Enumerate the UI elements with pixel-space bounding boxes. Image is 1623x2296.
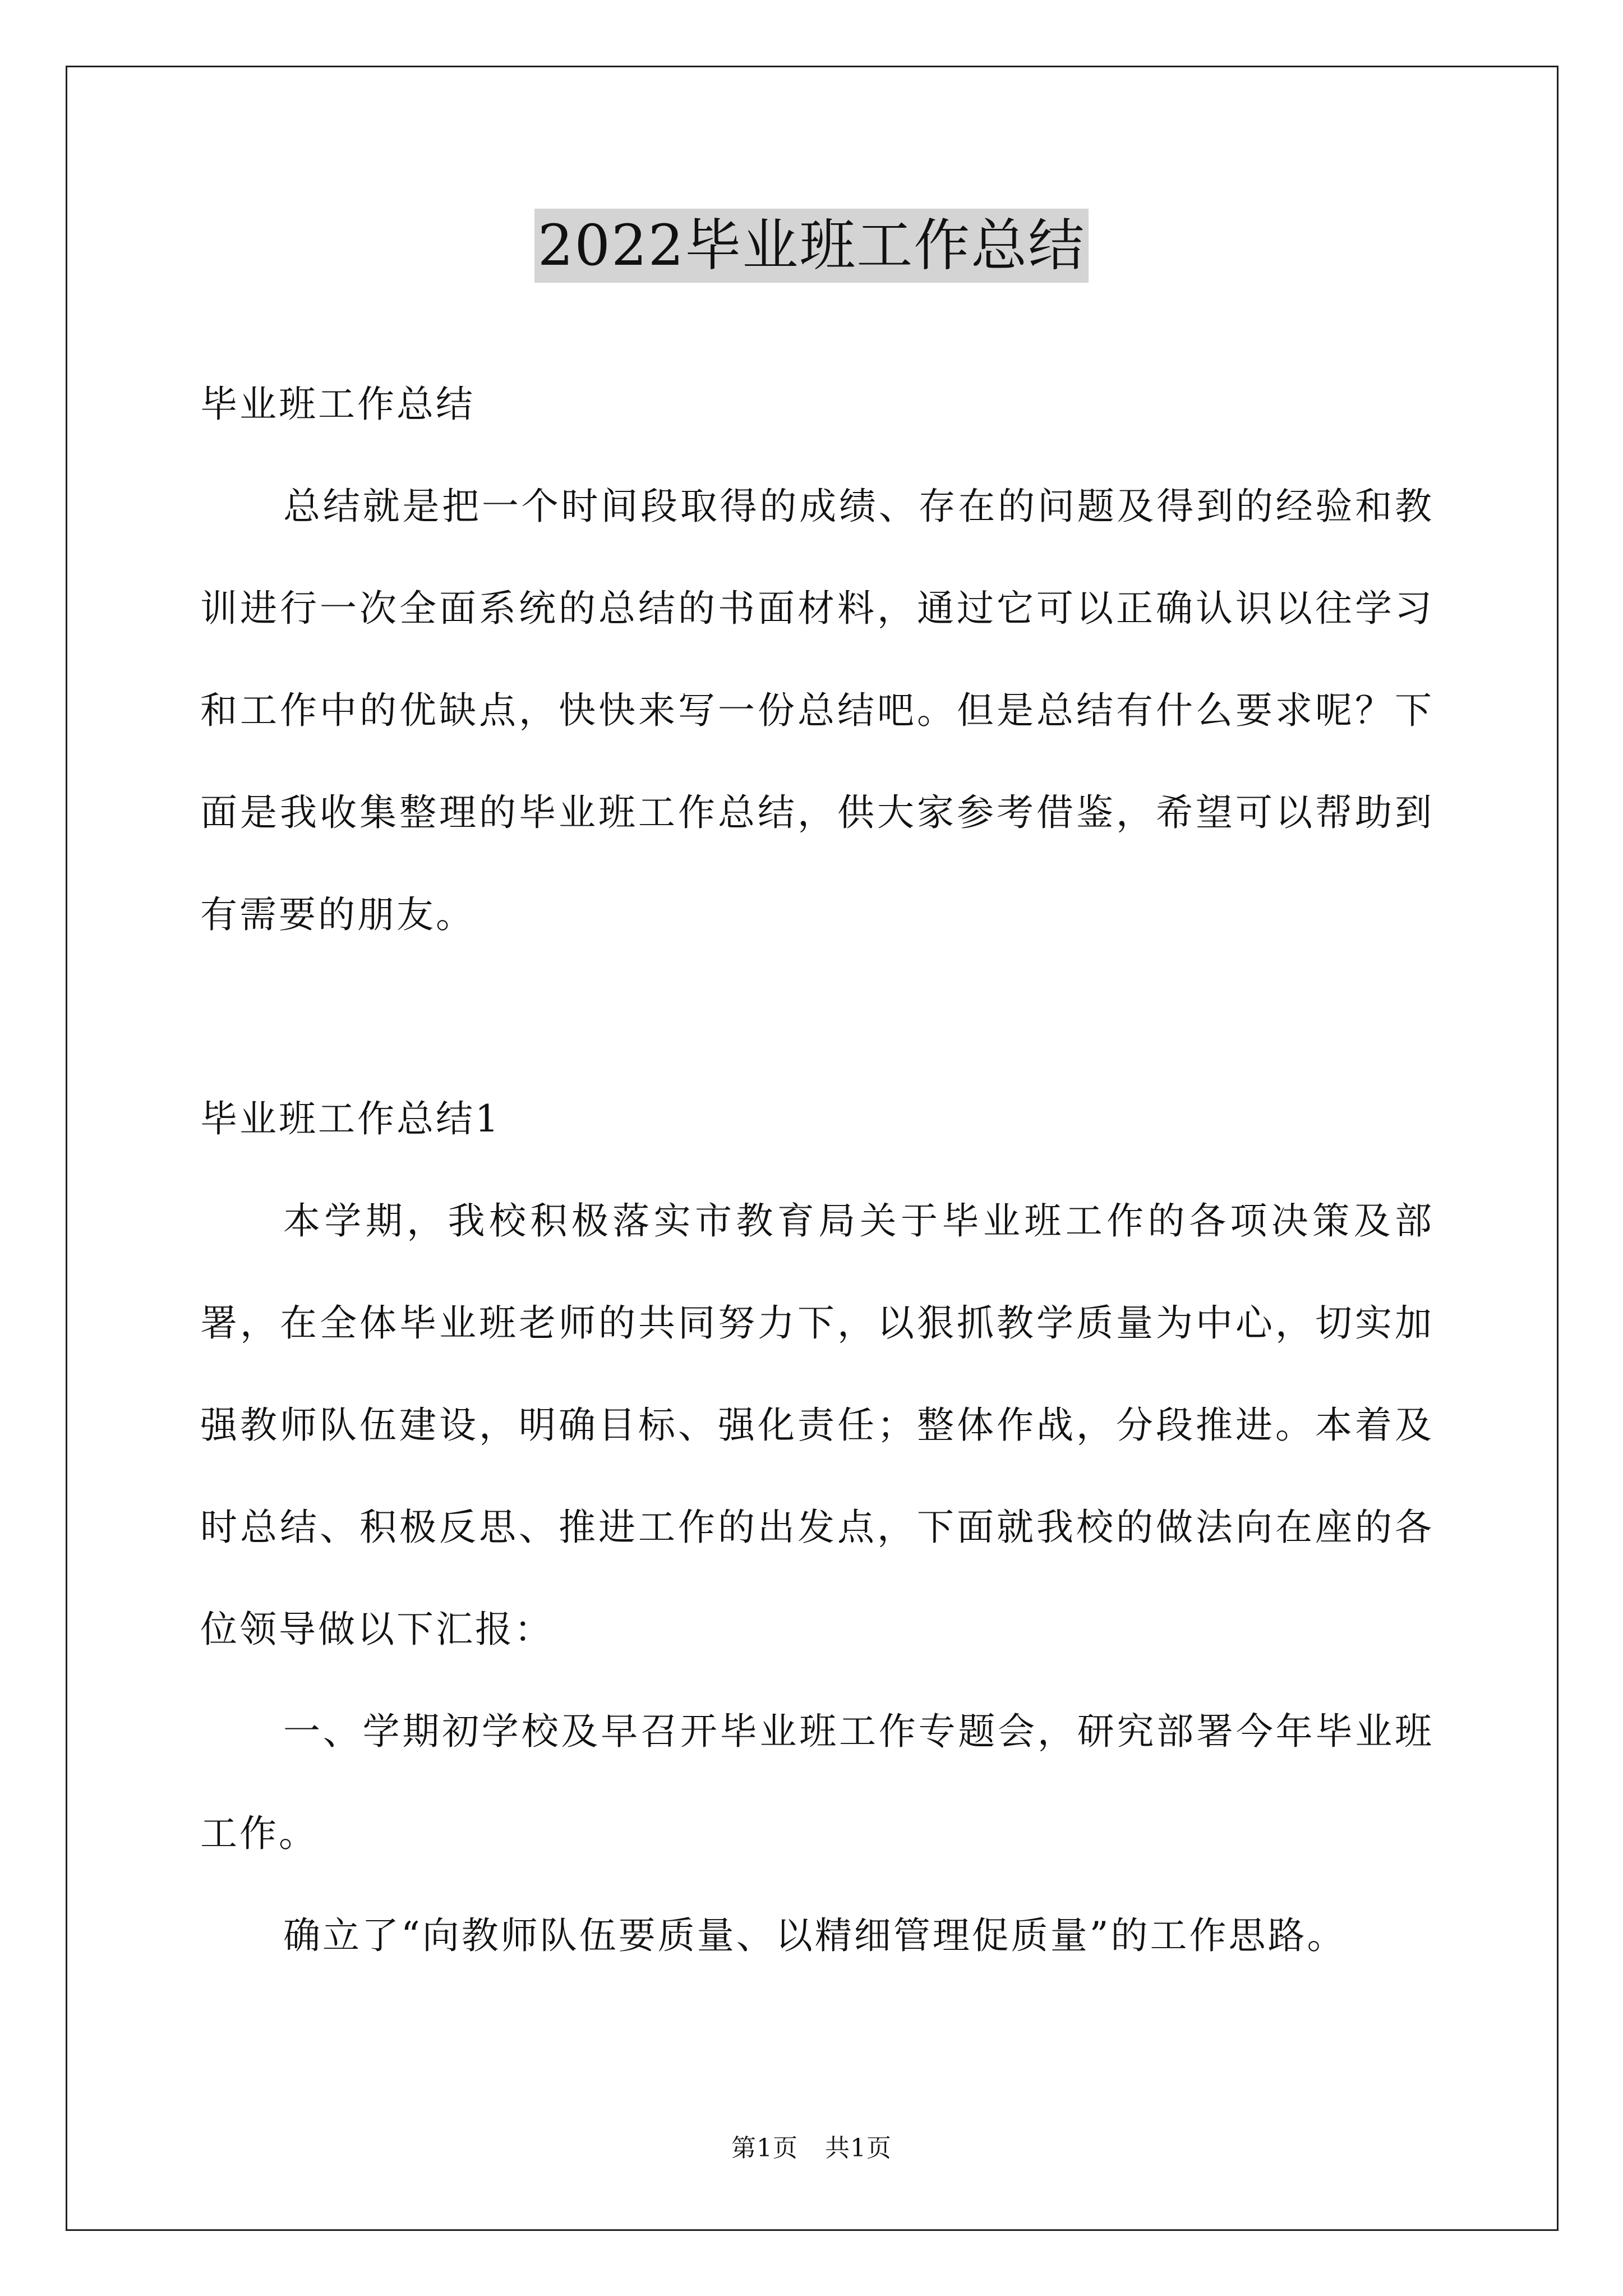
document-body <box>200 353 1434 1987</box>
body-paragraph: 确立了“向教师队伍要质量、以精细管理促质量”的工作思路。 <box>283 1914 1347 1957</box>
page-number-current: 第1页 <box>731 2134 798 2162</box>
title-container <box>0 209 1623 283</box>
intro-paragraph: 总结就是把一个时间段取得的成绩、存在的问题及得到的经验和教训进行一次全面系统的总结的书面材料，通过它可以正确认识以往学习和工作中的优缺点，快快来写一份总结吧。但是总结有什么要求呢？下面是我收集整理的毕业班工作总结，供大家参考借鉴，希望可以帮助到有需要的朋友。 <box>200 485 1434 936</box>
page-number-total: 共1页 <box>825 2134 892 2162</box>
body-paragraph: 本学期，我校积极落实市教育局关于毕业班工作的各项决策及部署，在全体毕业班老师的共同努力下，以狠抓教学质量为中心，切实加强教师队伍建设，明确目标、强化责任；整体作战，分段推进。本着及时总结、积极反思、推进工作的出发点，下面就我校的做法向在座的各位领导做以下汇报： <box>200 1199 1434 1651</box>
paragraph-spacer <box>200 966 1434 1068</box>
document-subtitle: 毕业班工作总结 <box>200 383 475 426</box>
body-paragraph: 一、学期初学校及早召开毕业班工作专题会，研究部署今年毕业班工作。 <box>200 1710 1434 1855</box>
section-heading: 毕业班工作总结1 <box>200 1097 501 1140</box>
page-footer <box>0 2132 1623 2165</box>
document-title: 2022毕业班工作总结 <box>534 209 1089 283</box>
